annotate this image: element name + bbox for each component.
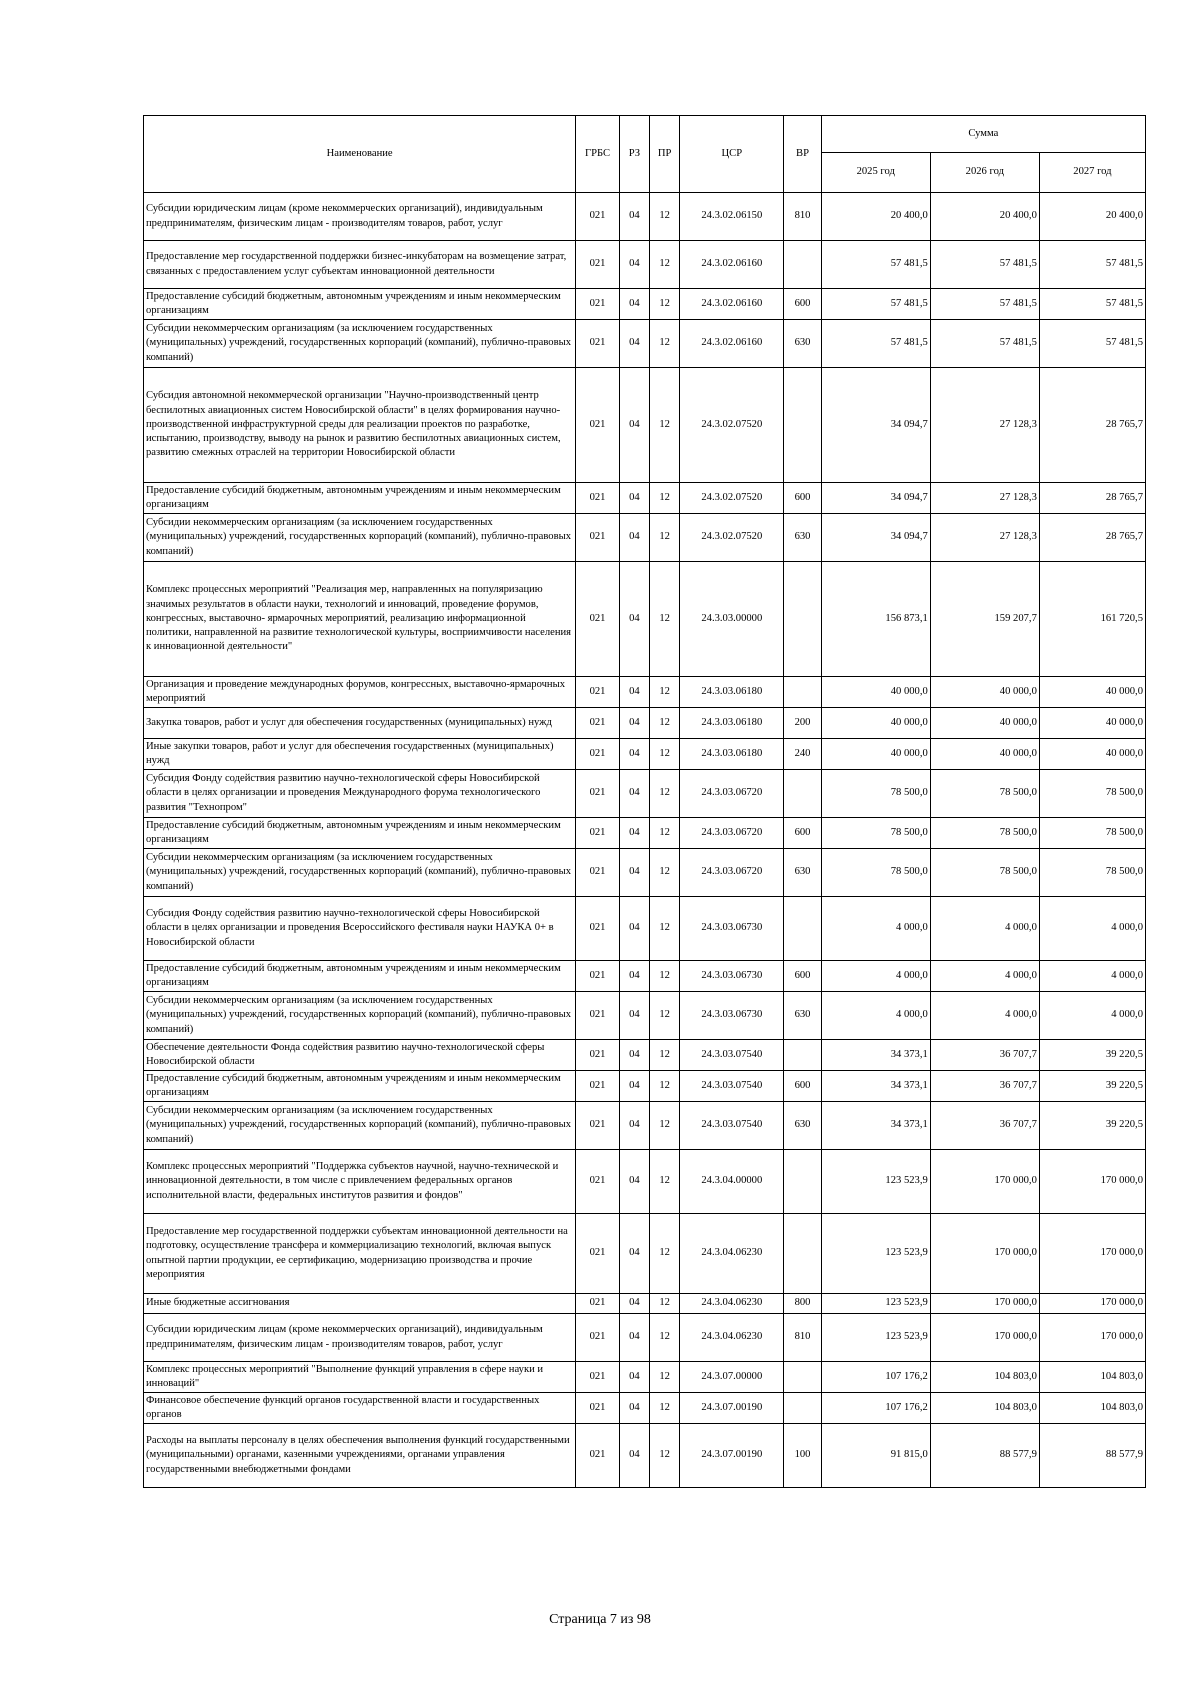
table-row [144,961,1146,992]
row-grbs: 021 [576,708,619,739]
row-name: Субсидии некоммерческим организациям (за исключением государственных (муниципальных) учреждений, государственных корпораций (компаний), публично-правовых компаний) [144,1102,576,1150]
row-sum-2026: 36 707,7 [930,1102,1039,1150]
row-grbs: 021 [576,1214,619,1294]
row-grbs: 021 [576,1071,619,1102]
row-pr: 12 [650,849,680,897]
row-sum-2027: 88 577,9 [1039,1424,1145,1488]
row-rz: 04 [619,961,649,992]
table-row [144,1314,1146,1362]
row-pr: 12 [650,483,680,514]
row-sum-2026: 88 577,9 [930,1424,1039,1488]
row-grbs: 021 [576,897,619,961]
row-vr [784,1040,821,1071]
row-rz: 04 [619,897,649,961]
row-sum-2027: 170 000,0 [1039,1314,1145,1362]
table-row [144,1102,1146,1150]
row-csr: 24.3.03.07540 [680,1102,784,1150]
row-sum-2026: 4 000,0 [930,897,1039,961]
row-name: Субсидия Фонду содействия развитию научно-технологической сферы Новосибирской области в целях организации и проведения Всероссийского фестиваля науки НАУКА 0+ в Новосибирской области [144,897,576,961]
row-vr: 800 [784,1294,821,1314]
row-vr [784,1150,821,1214]
header-vr: ВР [784,116,821,193]
row-rz: 04 [619,320,649,368]
row-sum-2027: 78 500,0 [1039,849,1145,897]
row-sum-2026: 4 000,0 [930,961,1039,992]
header-year-2027: 2027 год [1039,153,1145,193]
row-sum-2027: 4 000,0 [1039,992,1145,1040]
row-rz: 04 [619,368,649,483]
row-grbs: 021 [576,1393,619,1424]
table-row [144,818,1146,849]
table-row [144,739,1146,770]
row-sum-2026: 40 000,0 [930,708,1039,739]
header-year-2025: 2025 год [821,153,930,193]
row-sum-2027: 170 000,0 [1039,1150,1145,1214]
row-csr: 24.3.02.07520 [680,514,784,562]
row-csr: 24.3.03.06720 [680,849,784,897]
row-grbs: 021 [576,1362,619,1393]
row-sum-2026: 36 707,7 [930,1071,1039,1102]
row-csr: 24.3.04.06230 [680,1214,784,1294]
row-grbs: 021 [576,818,619,849]
row-name: Комплекс процессных мероприятий "Поддержка субъектов научной, научно-технической и инновационной деятельности, в том числе с привлечением федеральных органов исполнительной власти, федеральных институтов развития и фондов" [144,1150,576,1214]
row-grbs: 021 [576,562,619,677]
row-name: Субсидия Фонду содействия развитию научно-технологической сферы Новосибирской области в целях организации и проведения Международного форума технологического развития "Технопром" [144,770,576,818]
row-sum-2027: 20 400,0 [1039,193,1145,241]
row-name: Финансовое обеспечение функций органов государственной власти и государственных органов [144,1393,576,1424]
row-csr: 24.3.03.06180 [680,739,784,770]
row-sum-2026: 104 803,0 [930,1362,1039,1393]
row-name: Комплекс процессных мероприятий "Реализация мер, направленных на популяризацию значимых результатов в области науки, технологий и инноваций, проведение форумов, конгрессных, выставочно- ярмарочных мероприятий, реализацию информационной политики, направленной на развитие технологической культуры, восприимчивости населения к инновационной деятельности" [144,562,576,677]
row-vr [784,1214,821,1294]
row-sum-2025: 78 500,0 [821,770,930,818]
header-name: Наименование [144,116,576,193]
row-sum-2025: 4 000,0 [821,961,930,992]
row-vr [784,677,821,708]
table-header [144,116,1146,193]
row-rz: 04 [619,1362,649,1393]
row-sum-2027: 170 000,0 [1039,1214,1145,1294]
row-grbs: 021 [576,368,619,483]
row-csr: 24.3.03.06180 [680,677,784,708]
row-grbs: 021 [576,961,619,992]
row-sum-2027: 39 220,5 [1039,1102,1145,1150]
table-row [144,1393,1146,1424]
row-pr: 12 [650,677,680,708]
row-sum-2027: 40 000,0 [1039,739,1145,770]
row-vr: 600 [784,818,821,849]
row-grbs: 021 [576,1102,619,1150]
row-rz: 04 [619,992,649,1040]
row-sum-2025: 123 523,9 [821,1314,930,1362]
row-sum-2026: 170 000,0 [930,1150,1039,1214]
row-sum-2025: 34 373,1 [821,1102,930,1150]
row-rz: 04 [619,708,649,739]
row-pr: 12 [650,193,680,241]
row-sum-2025: 4 000,0 [821,992,930,1040]
table-row [144,897,1146,961]
row-rz: 04 [619,193,649,241]
row-name: Предоставление субсидий бюджетным, автономным учреждениям и иным некоммерческим организациям [144,483,576,514]
row-sum-2027: 28 765,7 [1039,483,1145,514]
row-grbs: 021 [576,193,619,241]
row-sum-2026: 78 500,0 [930,818,1039,849]
row-name: Обеспечение деятельности Фонда содействия развитию научно-технологической сферы Новосибирской области [144,1040,576,1071]
row-csr: 24.3.02.06150 [680,193,784,241]
row-vr: 810 [784,1314,821,1362]
row-vr [784,897,821,961]
row-name: Субсидия автономной некоммерческой организации "Научно-производственный центр беспилотных авиационных систем Новосибирской области" в целях формирования научно-производственной инфраструктурной среды для реализации проектов по разработке, испытанию, производству, выводу на рынок и развитию беспилотных авиационных систем, развитию смежных отраслей на территории Новосибирской области [144,368,576,483]
row-sum-2026: 40 000,0 [930,677,1039,708]
row-name: Предоставление мер государственной поддержки субъектам инновационной деятельности на подготовку, осуществление трансфера и коммерциализацию технологий, включая выпуск опытной партии продукции, ее сертификацию, модернизацию производства и прочие мероприятия [144,1214,576,1294]
row-vr: 200 [784,708,821,739]
table-row [144,483,1146,514]
row-grbs: 021 [576,849,619,897]
row-grbs: 021 [576,1150,619,1214]
header-year-2026: 2026 год [930,153,1039,193]
row-vr: 630 [784,849,821,897]
row-name: Предоставление субсидий бюджетным, автономным учреждениям и иным некоммерческим организациям [144,961,576,992]
row-sum-2026: 159 207,7 [930,562,1039,677]
row-pr: 12 [650,241,680,289]
row-vr: 600 [784,483,821,514]
row-sum-2026: 20 400,0 [930,193,1039,241]
row-sum-2026: 170 000,0 [930,1214,1039,1294]
table-body [144,193,1146,1488]
row-rz: 04 [619,514,649,562]
row-pr: 12 [650,708,680,739]
row-pr: 12 [650,1102,680,1150]
table-row [144,193,1146,241]
row-name: Предоставление мер государственной поддержки бизнес-инкубаторам на возмещение затрат, связанных с предоставлением услуг субъектам инновационной деятельности [144,241,576,289]
row-sum-2027: 28 765,7 [1039,368,1145,483]
row-sum-2026: 36 707,7 [930,1040,1039,1071]
row-pr: 12 [650,514,680,562]
row-pr: 12 [650,1150,680,1214]
row-rz: 04 [619,770,649,818]
row-vr [784,770,821,818]
row-rz: 04 [619,1294,649,1314]
row-sum-2025: 4 000,0 [821,897,930,961]
row-sum-2025: 40 000,0 [821,708,930,739]
row-sum-2025: 34 094,7 [821,483,930,514]
row-sum-2025: 107 176,2 [821,1362,930,1393]
row-name: Субсидии некоммерческим организациям (за исключением государственных (муниципальных) учреждений, государственных корпораций (компаний), публично-правовых компаний) [144,849,576,897]
row-rz: 04 [619,818,649,849]
row-sum-2027: 170 000,0 [1039,1294,1145,1314]
row-sum-2025: 156 873,1 [821,562,930,677]
row-name: Иные бюджетные ассигнования [144,1294,576,1314]
row-name: Организация и проведение международных форумов, конгрессных, выставочно-ярмарочных мероприятий [144,677,576,708]
row-sum-2027: 39 220,5 [1039,1040,1145,1071]
row-name: Субсидии юридическим лицам (кроме некоммерческих организаций), индивидуальным предпринимателям, физическим лицам - производителям товаров, работ, услуг [144,1314,576,1362]
row-csr: 24.3.04.06230 [680,1294,784,1314]
row-sum-2027: 40 000,0 [1039,677,1145,708]
row-grbs: 021 [576,1314,619,1362]
row-grbs: 021 [576,992,619,1040]
row-csr: 24.3.02.06160 [680,320,784,368]
row-name: Субсидии некоммерческим организациям (за исключением государственных (муниципальных) учреждений, государственных корпораций (компаний), публично-правовых компаний) [144,514,576,562]
row-vr [784,368,821,483]
row-pr: 12 [650,961,680,992]
row-sum-2025: 57 481,5 [821,320,930,368]
row-csr: 24.3.03.07540 [680,1071,784,1102]
row-name: Субсидии юридическим лицам (кроме некоммерческих организаций), индивидуальным предпринимателям, физическим лицам - производителям товаров, работ, услуг [144,193,576,241]
row-vr: 810 [784,193,821,241]
table-row [144,1424,1146,1488]
header-rz: РЗ [619,116,649,193]
row-rz: 04 [619,1102,649,1150]
row-pr: 12 [650,992,680,1040]
row-sum-2027: 28 765,7 [1039,514,1145,562]
header-pr: ПР [650,116,680,193]
row-grbs: 021 [576,241,619,289]
row-rz: 04 [619,562,649,677]
row-sum-2025: 34 094,7 [821,368,930,483]
row-rz: 04 [619,1314,649,1362]
row-vr: 630 [784,992,821,1040]
row-csr: 24.3.07.00190 [680,1393,784,1424]
row-pr: 12 [650,368,680,483]
header-grbs: ГРБС [576,116,619,193]
table-row [144,514,1146,562]
row-vr: 100 [784,1424,821,1488]
table-row [144,1214,1146,1294]
row-sum-2027: 40 000,0 [1039,708,1145,739]
row-vr: 240 [784,739,821,770]
table-row [144,1040,1146,1071]
row-sum-2025: 34 373,1 [821,1071,930,1102]
row-vr: 600 [784,289,821,320]
row-pr: 12 [650,1214,680,1294]
table-row [144,320,1146,368]
row-rz: 04 [619,483,649,514]
row-pr: 12 [650,770,680,818]
row-pr: 12 [650,1393,680,1424]
row-vr: 600 [784,961,821,992]
row-csr: 24.3.07.00000 [680,1362,784,1393]
row-sum-2027: 57 481,5 [1039,320,1145,368]
row-rz: 04 [619,1150,649,1214]
row-grbs: 021 [576,289,619,320]
row-csr: 24.3.02.07520 [680,483,784,514]
table-row [144,368,1146,483]
row-csr: 24.3.02.07520 [680,368,784,483]
row-sum-2026: 170 000,0 [930,1314,1039,1362]
row-grbs: 021 [576,483,619,514]
row-sum-2025: 20 400,0 [821,193,930,241]
row-pr: 12 [650,562,680,677]
row-grbs: 021 [576,739,619,770]
row-pr: 12 [650,289,680,320]
row-vr [784,241,821,289]
row-name: Комплекс процессных мероприятий "Выполнение функций управления в сфере науки и инноваций" [144,1362,576,1393]
row-sum-2025: 57 481,5 [821,241,930,289]
row-grbs: 021 [576,1424,619,1488]
table-row [144,708,1146,739]
row-csr: 24.3.02.06160 [680,241,784,289]
row-pr: 12 [650,1040,680,1071]
row-rz: 04 [619,241,649,289]
table-row [144,1071,1146,1102]
row-grbs: 021 [576,677,619,708]
row-csr: 24.3.03.06730 [680,992,784,1040]
row-sum-2027: 57 481,5 [1039,241,1145,289]
row-vr [784,1362,821,1393]
row-sum-2025: 40 000,0 [821,677,930,708]
row-rz: 04 [619,1424,649,1488]
table-row [144,241,1146,289]
table-row [144,562,1146,677]
row-grbs: 021 [576,514,619,562]
row-rz: 04 [619,1040,649,1071]
table-row [144,1362,1146,1393]
row-sum-2026: 78 500,0 [930,849,1039,897]
row-sum-2025: 107 176,2 [821,1393,930,1424]
row-grbs: 021 [576,320,619,368]
row-sum-2027: 4 000,0 [1039,897,1145,961]
row-sum-2025: 57 481,5 [821,289,930,320]
row-csr: 24.3.03.06730 [680,897,784,961]
row-vr [784,1393,821,1424]
row-sum-2025: 78 500,0 [821,849,930,897]
row-grbs: 021 [576,1294,619,1314]
row-name: Субсидии некоммерческим организациям (за исключением государственных (муниципальных) учреждений, государственных корпораций (компаний), публично-правовых компаний) [144,320,576,368]
row-grbs: 021 [576,770,619,818]
row-sum-2025: 123 523,9 [821,1150,930,1214]
row-sum-2026: 78 500,0 [930,770,1039,818]
table-row [144,1294,1146,1314]
row-sum-2025: 123 523,9 [821,1214,930,1294]
row-sum-2025: 34 373,1 [821,1040,930,1071]
row-sum-2025: 78 500,0 [821,818,930,849]
row-name: Расходы на выплаты персоналу в целях обеспечения выполнения функций государственными (муниципальными) органами, казенными учреждениями, органами управления государственными внебюджетными фондами [144,1424,576,1488]
row-sum-2027: 78 500,0 [1039,770,1145,818]
row-csr: 24.3.04.00000 [680,1150,784,1214]
row-vr: 630 [784,320,821,368]
row-sum-2025: 123 523,9 [821,1294,930,1314]
row-sum-2027: 78 500,0 [1039,818,1145,849]
row-rz: 04 [619,289,649,320]
row-csr: 24.3.03.00000 [680,562,784,677]
row-sum-2027: 39 220,5 [1039,1071,1145,1102]
row-vr: 600 [784,1071,821,1102]
row-sum-2027: 4 000,0 [1039,961,1145,992]
row-sum-2026: 104 803,0 [930,1393,1039,1424]
row-sum-2026: 57 481,5 [930,320,1039,368]
page-number: Страница 7 из 98 [549,1612,651,1627]
table-row [144,289,1146,320]
row-sum-2025: 40 000,0 [821,739,930,770]
row-sum-2025: 91 815,0 [821,1424,930,1488]
header-sum: Сумма [821,116,1145,153]
row-sum-2026: 27 128,3 [930,368,1039,483]
row-sum-2026: 4 000,0 [930,992,1039,1040]
row-grbs: 021 [576,1040,619,1071]
row-csr: 24.3.03.07540 [680,1040,784,1071]
row-sum-2027: 104 803,0 [1039,1362,1145,1393]
row-name: Предоставление субсидий бюджетным, автономным учреждениям и иным некоммерческим организациям [144,1071,576,1102]
table-row [144,677,1146,708]
row-sum-2025: 34 094,7 [821,514,930,562]
row-pr: 12 [650,320,680,368]
row-rz: 04 [619,1214,649,1294]
row-sum-2026: 27 128,3 [930,514,1039,562]
row-sum-2026: 57 481,5 [930,289,1039,320]
row-name: Предоставление субсидий бюджетным, автономным учреждениям и иным некоммерческим организациям [144,818,576,849]
table-row [144,1150,1146,1214]
row-csr: 24.3.03.06180 [680,708,784,739]
row-csr: 24.3.07.00190 [680,1424,784,1488]
row-csr: 24.3.03.06720 [680,770,784,818]
row-pr: 12 [650,1294,680,1314]
row-csr: 24.3.03.06730 [680,961,784,992]
row-name: Иные закупки товаров, работ и услуг для обеспечения государственных (муниципальных) нужд [144,739,576,770]
row-sum-2026: 170 000,0 [930,1294,1039,1314]
table-row [144,992,1146,1040]
row-sum-2026: 57 481,5 [930,241,1039,289]
row-name: Субсидии некоммерческим организациям (за исключением государственных (муниципальных) учреждений, государственных корпораций (компаний), публично-правовых компаний) [144,992,576,1040]
header-csr: ЦСР [680,116,784,193]
row-pr: 12 [650,739,680,770]
row-csr: 24.3.02.06160 [680,289,784,320]
row-sum-2027: 57 481,5 [1039,289,1145,320]
budget-table [143,115,1146,1488]
row-name: Предоставление субсидий бюджетным, автономным учреждениям и иным некоммерческим организациям [144,289,576,320]
row-pr: 12 [650,1424,680,1488]
row-pr: 12 [650,897,680,961]
row-pr: 12 [650,1362,680,1393]
row-rz: 04 [619,1071,649,1102]
row-rz: 04 [619,849,649,897]
row-vr: 630 [784,514,821,562]
row-vr: 630 [784,1102,821,1150]
row-sum-2027: 104 803,0 [1039,1393,1145,1424]
row-rz: 04 [619,677,649,708]
row-name: Закупка товаров, работ и услуг для обеспечения государственных (муниципальных) нужд [144,708,576,739]
row-sum-2027: 161 720,5 [1039,562,1145,677]
table-row [144,849,1146,897]
row-csr: 24.3.03.06720 [680,818,784,849]
row-pr: 12 [650,1071,680,1102]
row-rz: 04 [619,739,649,770]
row-pr: 12 [650,1314,680,1362]
row-rz: 04 [619,1393,649,1424]
row-sum-2026: 27 128,3 [930,483,1039,514]
row-pr: 12 [650,818,680,849]
row-vr [784,562,821,677]
row-csr: 24.3.04.06230 [680,1314,784,1362]
table-row [144,770,1146,818]
row-sum-2026: 40 000,0 [930,739,1039,770]
